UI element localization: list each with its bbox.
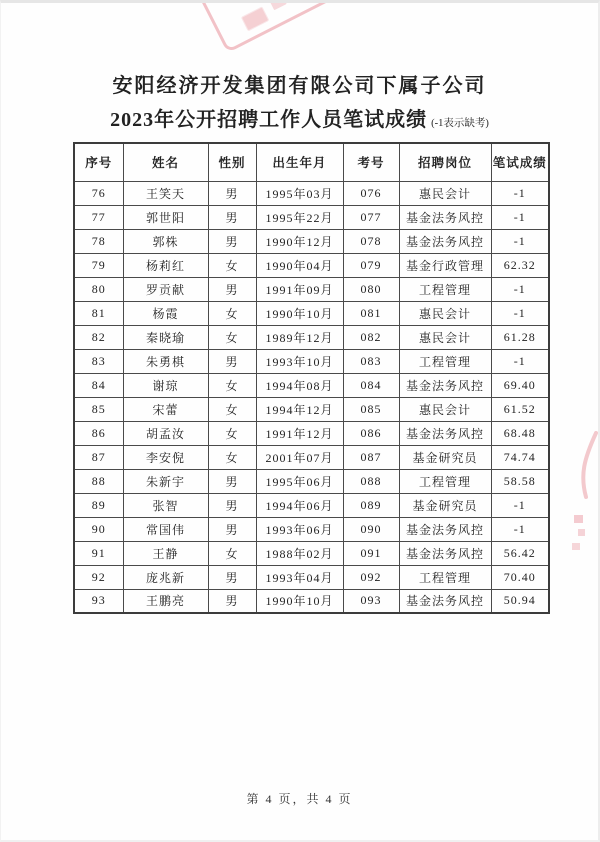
table-cell: 56.42 <box>491 541 549 565</box>
table-cell: 基金法务风控 <box>399 421 491 445</box>
table-cell: 80 <box>74 277 123 301</box>
table-cell: 68.48 <box>491 421 549 445</box>
table-cell: 1990年12月 <box>256 229 343 253</box>
table-cell: 87 <box>74 445 123 469</box>
table-cell: 男 <box>208 277 256 301</box>
table-cell: 张智 <box>123 493 208 517</box>
table-cell: 郭世阳 <box>123 205 208 229</box>
table-cell: 男 <box>208 565 256 589</box>
table-cell: 工程管理 <box>399 469 491 493</box>
document-title-line2 <box>1 103 598 132</box>
table-row <box>74 445 549 469</box>
table-cell: 85 <box>74 397 123 421</box>
table-row <box>74 565 549 589</box>
header-row <box>74 143 549 181</box>
table-cell: 女 <box>208 253 256 277</box>
table-cell: 基金法务风控 <box>399 541 491 565</box>
table-cell: 惠民会计 <box>399 325 491 349</box>
table-cell: 086 <box>343 421 399 445</box>
table-cell: 杨莉红 <box>123 253 208 277</box>
table-cell: 朱勇棋 <box>123 349 208 373</box>
column-header: 姓名 <box>123 143 208 181</box>
table-row <box>74 373 549 397</box>
table-cell: -1 <box>491 301 549 325</box>
table-cell: 92 <box>74 565 123 589</box>
table-row <box>74 469 549 493</box>
table-cell: 男 <box>208 517 256 541</box>
column-header: 考号 <box>343 143 399 181</box>
table-cell: 1990年10月 <box>256 301 343 325</box>
table-cell: 男 <box>208 205 256 229</box>
table-cell: 基金法务风控 <box>399 205 491 229</box>
table-cell: 女 <box>208 541 256 565</box>
table-cell: 087 <box>343 445 399 469</box>
table-cell: 谢琼 <box>123 373 208 397</box>
table-row <box>74 229 549 253</box>
table-cell: 女 <box>208 301 256 325</box>
table-cell: 50.94 <box>491 589 549 613</box>
table-cell: 085 <box>343 397 399 421</box>
column-header: 序号 <box>74 143 123 181</box>
table-cell: -1 <box>491 493 549 517</box>
table-cell: 092 <box>343 565 399 589</box>
table-cell: 77 <box>74 205 123 229</box>
table-cell: 078 <box>343 229 399 253</box>
table-cell: 74.74 <box>491 445 549 469</box>
table-row <box>74 277 549 301</box>
document-title-line1: 安阳经济开发集团有限公司下属子公司 <box>112 75 487 97</box>
table-cell: 1995年03月 <box>256 181 343 205</box>
table-row <box>74 253 549 277</box>
table-cell: 69.40 <box>491 373 549 397</box>
table-cell: 076 <box>343 181 399 205</box>
table-cell: 091 <box>343 541 399 565</box>
scores-table <box>73 142 550 614</box>
table-cell: 082 <box>343 325 399 349</box>
table-row <box>74 325 549 349</box>
table-cell: 男 <box>208 589 256 613</box>
table-cell: 1994年12月 <box>256 397 343 421</box>
table-cell: 081 <box>343 301 399 325</box>
table-cell: 1990年04月 <box>256 253 343 277</box>
page-number-footer: 第 4 页，共 4 页 <box>246 792 353 806</box>
table-cell: 89 <box>74 493 123 517</box>
table-cell: 61.28 <box>491 325 549 349</box>
table-cell: 女 <box>208 373 256 397</box>
table-cell: 1994年06月 <box>256 493 343 517</box>
table-cell: 1990年10月 <box>256 589 343 613</box>
absent-note: (-1表示缺考) <box>431 118 489 129</box>
column-header: 笔试成绩 <box>491 143 549 181</box>
table-cell: 089 <box>343 493 399 517</box>
document-header <box>1 3 598 132</box>
table-cell: 胡孟汝 <box>123 421 208 445</box>
table-cell: 91 <box>74 541 123 565</box>
table-cell: 基金行政管理 <box>399 253 491 277</box>
table-cell: 女 <box>208 325 256 349</box>
table-cell: 工程管理 <box>399 565 491 589</box>
table-cell: 1994年08月 <box>256 373 343 397</box>
table-cell: 女 <box>208 397 256 421</box>
column-header: 招聘岗位 <box>399 143 491 181</box>
table-cell: 男 <box>208 181 256 205</box>
table-cell: 1991年12月 <box>256 421 343 445</box>
table-row <box>74 349 549 373</box>
table-cell: 朱新宇 <box>123 469 208 493</box>
table-cell: 男 <box>208 493 256 517</box>
table-cell: 基金法务风控 <box>399 589 491 613</box>
table-cell: 88 <box>74 469 123 493</box>
table-cell: 077 <box>343 205 399 229</box>
table-cell: 王静 <box>123 541 208 565</box>
table-cell: 男 <box>208 469 256 493</box>
table-cell: 基金研究员 <box>399 445 491 469</box>
table-cell: 女 <box>208 421 256 445</box>
table-cell: 083 <box>343 349 399 373</box>
table-row <box>74 493 549 517</box>
table-cell: -1 <box>491 181 549 205</box>
table-cell: 90 <box>74 517 123 541</box>
table-cell: 82 <box>74 325 123 349</box>
table-cell: 1995年22月 <box>256 205 343 229</box>
table-cell: 郭株 <box>123 229 208 253</box>
table-cell: 080 <box>343 277 399 301</box>
table-cell: 83 <box>74 349 123 373</box>
table-cell: -1 <box>491 349 549 373</box>
table-cell: 工程管理 <box>399 277 491 301</box>
table-row <box>74 517 549 541</box>
table-cell: 男 <box>208 349 256 373</box>
table-cell: 079 <box>343 253 399 277</box>
table-cell: 秦晓瑜 <box>123 325 208 349</box>
table-cell: 惠民会计 <box>399 181 491 205</box>
table-cell: 1988年02月 <box>256 541 343 565</box>
table-cell: -1 <box>491 517 549 541</box>
table-cell: 基金法务风控 <box>399 517 491 541</box>
table-cell: 女 <box>208 445 256 469</box>
column-header: 出生年月 <box>256 143 343 181</box>
table-cell: 084 <box>343 373 399 397</box>
table-cell: 79 <box>74 253 123 277</box>
table-cell: 1989年12月 <box>256 325 343 349</box>
table-cell: 基金法务风控 <box>399 229 491 253</box>
table-cell: 81 <box>74 301 123 325</box>
table-cell: 庞兆新 <box>123 565 208 589</box>
table-cell: 1993年04月 <box>256 565 343 589</box>
table-cell: -1 <box>491 229 549 253</box>
table-row <box>74 205 549 229</box>
table-row <box>74 181 549 205</box>
table-cell: 2001年07月 <box>256 445 343 469</box>
table-row <box>74 301 549 325</box>
table-cell: 常国伟 <box>123 517 208 541</box>
table-cell: 093 <box>343 589 399 613</box>
table-cell: 70.40 <box>491 565 549 589</box>
table-cell: 93 <box>74 589 123 613</box>
table-row <box>74 397 549 421</box>
table-cell: -1 <box>491 205 549 229</box>
table-cell: 1993年06月 <box>256 517 343 541</box>
table-cell: 宋蕾 <box>123 397 208 421</box>
table-row <box>74 589 549 613</box>
table-cell: 1991年09月 <box>256 277 343 301</box>
table-cell: 罗贡献 <box>123 277 208 301</box>
table-cell: 76 <box>74 181 123 205</box>
table-cell: 58.58 <box>491 469 549 493</box>
table-cell: 王鹏亮 <box>123 589 208 613</box>
table-cell: 男 <box>208 229 256 253</box>
table-cell: 王笑天 <box>123 181 208 205</box>
table-cell: 088 <box>343 469 399 493</box>
table-cell: 1993年10月 <box>256 349 343 373</box>
table-cell: 惠民会计 <box>399 397 491 421</box>
table-cell: 1995年06月 <box>256 469 343 493</box>
table-cell: 61.52 <box>491 397 549 421</box>
column-header: 性别 <box>208 143 256 181</box>
table-cell: 基金研究员 <box>399 493 491 517</box>
red-seal-stamp-right <box>566 431 600 561</box>
table-cell: 工程管理 <box>399 349 491 373</box>
table-cell: 李安倪 <box>123 445 208 469</box>
table-row <box>74 541 549 565</box>
table-cell: 84 <box>74 373 123 397</box>
table-cell: 基金法务风控 <box>399 373 491 397</box>
table-cell: 86 <box>74 421 123 445</box>
document-title-text: 2023年公开招聘工作人员笔试成绩 <box>110 109 428 131</box>
table-cell: 78 <box>74 229 123 253</box>
table-cell: -1 <box>491 277 549 301</box>
table-cell: 090 <box>343 517 399 541</box>
table-cell: 惠民会计 <box>399 301 491 325</box>
table-cell: 杨霞 <box>123 301 208 325</box>
table-row <box>74 421 549 445</box>
table-cell: 62.32 <box>491 253 549 277</box>
